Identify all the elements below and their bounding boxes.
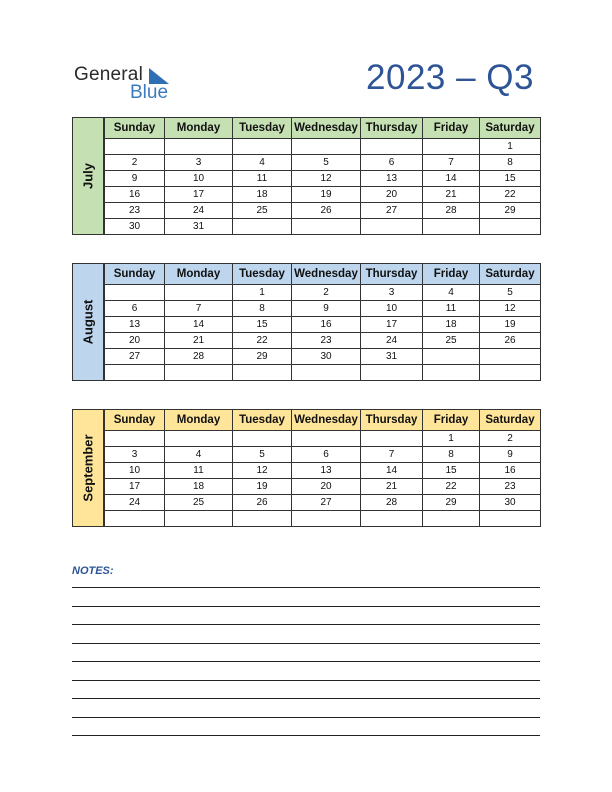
week-row bbox=[105, 139, 541, 155]
day-cell: 25 bbox=[423, 333, 480, 349]
day-cell: 23 bbox=[292, 333, 361, 349]
day-cell: 9 bbox=[105, 171, 165, 187]
day-cell bbox=[292, 431, 361, 447]
month-name: September bbox=[80, 434, 96, 502]
week-row bbox=[105, 155, 541, 171]
day-cell bbox=[292, 219, 361, 235]
day-cell: 15 bbox=[423, 463, 480, 479]
weekday-header: Tuesday bbox=[233, 410, 292, 431]
day-cell bbox=[361, 139, 423, 155]
logo-word-general: General bbox=[74, 64, 143, 85]
day-cell: 13 bbox=[292, 463, 361, 479]
day-cell: 19 bbox=[480, 317, 541, 333]
day-cell: 9 bbox=[480, 447, 541, 463]
week-row bbox=[105, 203, 541, 219]
day-cell: 23 bbox=[105, 203, 165, 219]
day-cell: 8 bbox=[233, 301, 292, 317]
day-cell bbox=[165, 431, 233, 447]
logo bbox=[74, 64, 184, 104]
week-row bbox=[105, 333, 541, 349]
month-block-august bbox=[72, 263, 540, 381]
day-cell: 25 bbox=[165, 495, 233, 511]
month-block-july bbox=[72, 117, 540, 235]
day-cell bbox=[233, 511, 292, 527]
week-row bbox=[105, 511, 541, 527]
day-cell: 27 bbox=[361, 203, 423, 219]
month-block-september bbox=[72, 409, 540, 527]
day-cell bbox=[423, 365, 480, 381]
note-line[interactable] bbox=[72, 587, 540, 588]
day-cell bbox=[423, 139, 480, 155]
day-cell bbox=[480, 349, 541, 365]
day-cell: 26 bbox=[480, 333, 541, 349]
weekday-header: Tuesday bbox=[233, 264, 292, 285]
day-cell: 31 bbox=[361, 349, 423, 365]
day-cell bbox=[480, 365, 541, 381]
day-cell bbox=[423, 511, 480, 527]
weekday-header: Friday bbox=[423, 264, 480, 285]
weekday-header: Tuesday bbox=[233, 118, 292, 139]
day-cell bbox=[361, 431, 423, 447]
page-title: 2023 – Q3 bbox=[366, 58, 534, 97]
weekday-header-row bbox=[105, 410, 541, 431]
month-table bbox=[104, 117, 541, 235]
weekday-header: Saturday bbox=[480, 118, 541, 139]
day-cell: 27 bbox=[105, 349, 165, 365]
day-cell bbox=[165, 511, 233, 527]
day-cell: 18 bbox=[165, 479, 233, 495]
day-cell: 22 bbox=[233, 333, 292, 349]
day-cell: 16 bbox=[292, 317, 361, 333]
week-row bbox=[105, 463, 541, 479]
day-cell bbox=[292, 139, 361, 155]
week-row bbox=[105, 447, 541, 463]
day-cell: 31 bbox=[165, 219, 233, 235]
day-cell: 30 bbox=[292, 349, 361, 365]
day-cell bbox=[480, 511, 541, 527]
day-cell: 30 bbox=[105, 219, 165, 235]
day-cell: 18 bbox=[423, 317, 480, 333]
day-cell: 17 bbox=[361, 317, 423, 333]
weekday-header: Thursday bbox=[361, 410, 423, 431]
day-cell bbox=[480, 219, 541, 235]
week-row bbox=[105, 171, 541, 187]
day-cell: 15 bbox=[480, 171, 541, 187]
weekday-header: Wednesday bbox=[292, 118, 361, 139]
day-cell bbox=[361, 511, 423, 527]
day-cell: 14 bbox=[423, 171, 480, 187]
day-cell bbox=[292, 365, 361, 381]
day-cell: 10 bbox=[165, 171, 233, 187]
day-cell bbox=[105, 431, 165, 447]
day-cell: 20 bbox=[361, 187, 423, 203]
day-cell: 24 bbox=[361, 333, 423, 349]
day-cell: 4 bbox=[233, 155, 292, 171]
day-cell bbox=[105, 139, 165, 155]
day-cell: 17 bbox=[105, 479, 165, 495]
note-line[interactable] bbox=[72, 680, 540, 681]
day-cell bbox=[361, 219, 423, 235]
day-cell bbox=[165, 139, 233, 155]
week-row bbox=[105, 317, 541, 333]
note-line[interactable] bbox=[72, 606, 540, 607]
day-cell: 26 bbox=[233, 495, 292, 511]
day-cell: 5 bbox=[233, 447, 292, 463]
week-row bbox=[105, 479, 541, 495]
day-cell: 16 bbox=[105, 187, 165, 203]
day-cell: 19 bbox=[292, 187, 361, 203]
day-cell: 4 bbox=[165, 447, 233, 463]
day-cell: 13 bbox=[361, 171, 423, 187]
day-cell: 1 bbox=[480, 139, 541, 155]
weekday-header-row bbox=[105, 118, 541, 139]
day-cell: 26 bbox=[292, 203, 361, 219]
weekday-header: Sunday bbox=[105, 264, 165, 285]
day-cell: 28 bbox=[165, 349, 233, 365]
day-cell bbox=[233, 431, 292, 447]
day-cell: 3 bbox=[165, 155, 233, 171]
day-cell bbox=[165, 365, 233, 381]
day-cell bbox=[105, 511, 165, 527]
week-row bbox=[105, 301, 541, 317]
weekday-header: Friday bbox=[423, 118, 480, 139]
weekday-header: Saturday bbox=[480, 410, 541, 431]
day-cell: 23 bbox=[480, 479, 541, 495]
day-cell: 12 bbox=[292, 171, 361, 187]
day-cell: 5 bbox=[292, 155, 361, 171]
weekday-header: Saturday bbox=[480, 264, 541, 285]
day-cell bbox=[233, 219, 292, 235]
week-row bbox=[105, 431, 541, 447]
day-cell: 24 bbox=[105, 495, 165, 511]
day-cell bbox=[105, 285, 165, 301]
weekday-header: Monday bbox=[165, 410, 233, 431]
week-row bbox=[105, 365, 541, 381]
weekday-header: Wednesday bbox=[292, 410, 361, 431]
day-cell: 11 bbox=[423, 301, 480, 317]
weekday-header: Monday bbox=[165, 264, 233, 285]
weekday-header: Sunday bbox=[105, 410, 165, 431]
month-table bbox=[104, 263, 541, 381]
note-line[interactable] bbox=[72, 698, 540, 699]
week-row bbox=[105, 187, 541, 203]
notes-label: NOTES: bbox=[72, 565, 114, 577]
week-row bbox=[105, 285, 541, 301]
day-cell: 6 bbox=[361, 155, 423, 171]
day-cell: 8 bbox=[423, 447, 480, 463]
day-cell: 29 bbox=[423, 495, 480, 511]
day-cell: 20 bbox=[105, 333, 165, 349]
day-cell: 11 bbox=[233, 171, 292, 187]
month-name: July bbox=[80, 162, 96, 190]
note-line[interactable] bbox=[72, 661, 540, 662]
day-cell: 10 bbox=[361, 301, 423, 317]
week-row bbox=[105, 495, 541, 511]
day-cell: 19 bbox=[233, 479, 292, 495]
day-cell: 22 bbox=[423, 479, 480, 495]
weekday-header: Monday bbox=[165, 118, 233, 139]
logo-word-blue: Blue bbox=[130, 82, 169, 103]
day-cell: 20 bbox=[292, 479, 361, 495]
month-label-panel bbox=[72, 263, 104, 381]
day-cell: 22 bbox=[480, 187, 541, 203]
month-name: August bbox=[80, 299, 96, 345]
day-cell: 3 bbox=[361, 285, 423, 301]
day-cell: 29 bbox=[480, 203, 541, 219]
day-cell: 27 bbox=[292, 495, 361, 511]
day-cell: 28 bbox=[361, 495, 423, 511]
month-label-panel bbox=[72, 409, 104, 527]
note-line[interactable] bbox=[72, 643, 540, 644]
day-cell bbox=[233, 365, 292, 381]
day-cell bbox=[105, 365, 165, 381]
day-cell: 21 bbox=[165, 333, 233, 349]
weekday-header: Thursday bbox=[361, 264, 423, 285]
day-cell: 10 bbox=[105, 463, 165, 479]
day-cell: 14 bbox=[165, 317, 233, 333]
week-row bbox=[105, 219, 541, 235]
weekday-header: Sunday bbox=[105, 118, 165, 139]
day-cell: 2 bbox=[480, 431, 541, 447]
day-cell: 15 bbox=[233, 317, 292, 333]
day-cell: 12 bbox=[233, 463, 292, 479]
month-table bbox=[104, 409, 541, 527]
day-cell: 29 bbox=[233, 349, 292, 365]
day-cell: 24 bbox=[165, 203, 233, 219]
day-cell: 17 bbox=[165, 187, 233, 203]
weekday-header-row bbox=[105, 264, 541, 285]
day-cell bbox=[423, 219, 480, 235]
day-cell: 21 bbox=[423, 187, 480, 203]
weekday-header: Thursday bbox=[361, 118, 423, 139]
day-cell: 1 bbox=[233, 285, 292, 301]
day-cell: 8 bbox=[480, 155, 541, 171]
weekday-header: Friday bbox=[423, 410, 480, 431]
month-label-panel bbox=[72, 117, 104, 235]
day-cell bbox=[233, 139, 292, 155]
day-cell: 4 bbox=[423, 285, 480, 301]
weekday-header: Wednesday bbox=[292, 264, 361, 285]
day-cell: 12 bbox=[480, 301, 541, 317]
week-row bbox=[105, 349, 541, 365]
day-cell bbox=[423, 349, 480, 365]
day-cell: 11 bbox=[165, 463, 233, 479]
day-cell: 1 bbox=[423, 431, 480, 447]
day-cell: 30 bbox=[480, 495, 541, 511]
day-cell: 7 bbox=[361, 447, 423, 463]
day-cell: 21 bbox=[361, 479, 423, 495]
day-cell: 6 bbox=[105, 301, 165, 317]
day-cell: 7 bbox=[423, 155, 480, 171]
day-cell: 28 bbox=[423, 203, 480, 219]
day-cell: 6 bbox=[292, 447, 361, 463]
note-line[interactable] bbox=[72, 624, 540, 625]
day-cell bbox=[165, 285, 233, 301]
day-cell: 16 bbox=[480, 463, 541, 479]
day-cell: 2 bbox=[105, 155, 165, 171]
day-cell: 2 bbox=[292, 285, 361, 301]
day-cell bbox=[292, 511, 361, 527]
day-cell: 3 bbox=[105, 447, 165, 463]
day-cell: 7 bbox=[165, 301, 233, 317]
day-cell: 18 bbox=[233, 187, 292, 203]
note-line[interactable] bbox=[72, 735, 540, 736]
day-cell: 13 bbox=[105, 317, 165, 333]
day-cell: 25 bbox=[233, 203, 292, 219]
note-line[interactable] bbox=[72, 717, 540, 718]
day-cell: 14 bbox=[361, 463, 423, 479]
day-cell: 9 bbox=[292, 301, 361, 317]
day-cell bbox=[361, 365, 423, 381]
day-cell: 5 bbox=[480, 285, 541, 301]
